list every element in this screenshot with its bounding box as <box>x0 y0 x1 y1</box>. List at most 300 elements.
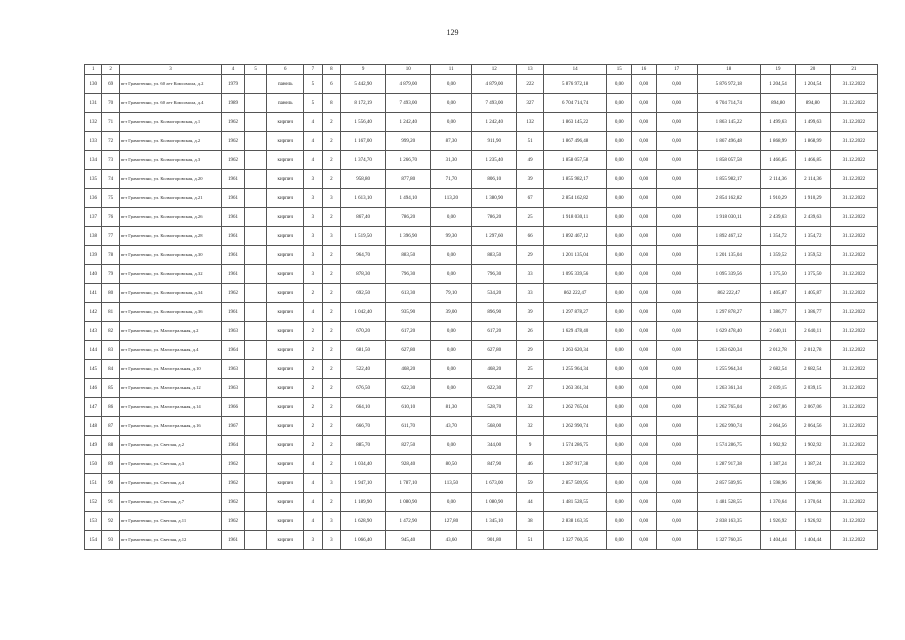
table-cell <box>244 284 267 303</box>
table-cell: 2 067,06 <box>795 398 830 417</box>
table-cell <box>244 531 267 550</box>
table-cell: 2 857 509,95 <box>543 474 607 493</box>
table-cell: 0,00 <box>656 455 697 474</box>
table-cell: 666,70 <box>341 417 386 436</box>
table-cell: 958,80 <box>341 170 386 189</box>
table-cell: 3 <box>304 246 322 265</box>
table-cell: 4 879,00 <box>472 75 517 94</box>
table-cell: 2 682,54 <box>795 360 830 379</box>
table-cell: 1 858 057,58 <box>697 151 761 170</box>
column-header: 19 <box>761 65 796 75</box>
table-cell: 610,10 <box>386 398 431 417</box>
table-cell: 0,00 <box>431 360 472 379</box>
table-cell <box>244 208 267 227</box>
table-cell: 877,80 <box>386 170 431 189</box>
table-cell: 3 <box>304 189 322 208</box>
table-cell: 0,00 <box>656 189 697 208</box>
table-cell: 31.12.2022 <box>830 227 877 246</box>
table-cell: 0,00 <box>632 151 657 170</box>
table-cell: 847,90 <box>472 455 517 474</box>
table-cell: 0,00 <box>656 170 697 189</box>
address-cell: пгт Грамотеино, ул. Магистральная, д.12 <box>119 379 221 398</box>
table-cell: 33 <box>517 265 544 284</box>
table-cell: 1 499,63 <box>795 113 830 132</box>
table-cell: 2 <box>322 132 340 151</box>
table-cell: 0,00 <box>431 94 472 113</box>
table-cell: 0,00 <box>632 436 657 455</box>
table-cell: кирпич <box>267 189 304 208</box>
table-cell: кирпич <box>267 303 304 322</box>
table-cell: 2 <box>322 417 340 436</box>
table-cell: 2 <box>322 436 340 455</box>
table-cell: 1 262 765,04 <box>697 398 761 417</box>
table-cell: 0,00 <box>656 436 697 455</box>
table-cell: 1963 <box>222 322 245 341</box>
column-header: 11 <box>431 65 472 75</box>
table-cell: 136 <box>85 189 102 208</box>
table-cell: 1 404,44 <box>761 531 796 550</box>
table-cell: 0,00 <box>656 493 697 512</box>
table-cell: 2 <box>322 208 340 227</box>
table-cell: 39 <box>517 170 544 189</box>
table-cell: 883,50 <box>386 246 431 265</box>
table-cell: 31.12.2022 <box>830 360 877 379</box>
table-cell <box>244 151 267 170</box>
table-cell: 1961 <box>222 246 245 265</box>
table-cell: 1 481 528,55 <box>543 493 607 512</box>
table-cell: 0,00 <box>607 531 632 550</box>
table-cell: 31.12.2022 <box>830 531 877 550</box>
table-cell: 1962 <box>222 455 245 474</box>
table-cell: 0,00 <box>656 284 697 303</box>
table-cell: 1989 <box>222 94 245 113</box>
table-cell: 1 095 339,56 <box>543 265 607 284</box>
table-cell: 1 613,10 <box>341 189 386 208</box>
table-cell: 0,00 <box>607 265 632 284</box>
table-cell: 1964 <box>222 341 245 360</box>
table-cell: 1 204,54 <box>795 75 830 94</box>
table-cell <box>244 75 267 94</box>
table-cell: 74 <box>102 170 119 189</box>
table-row <box>85 531 878 550</box>
table-cell: 0,00 <box>656 531 697 550</box>
table-cell: 127,80 <box>431 512 472 531</box>
table-cell: 0,00 <box>607 379 632 398</box>
table-cell: 2 <box>304 341 322 360</box>
table-cell: 26 <box>517 322 544 341</box>
table-cell: 1 918 030,11 <box>543 208 607 227</box>
table-cell: 1 262 990,74 <box>543 417 607 436</box>
table-cell: 2 012,78 <box>795 341 830 360</box>
table-cell: 1 499,63 <box>761 113 796 132</box>
table-cell: 1 574 286,75 <box>543 436 607 455</box>
table-cell: 617,20 <box>472 322 517 341</box>
table-cell: 2 <box>322 170 340 189</box>
table-cell: 0,00 <box>656 151 697 170</box>
table-cell: 945,40 <box>386 531 431 550</box>
table-cell: 1 863 145,22 <box>543 113 607 132</box>
table-cell: 92 <box>102 512 119 531</box>
table-cell: 75 <box>102 189 119 208</box>
table-cell: 1 189,90 <box>341 493 386 512</box>
table-cell <box>244 246 267 265</box>
table-cell: 2 064,56 <box>761 417 796 436</box>
table-cell: 7 493,00 <box>386 94 431 113</box>
table-cell: 4 879,00 <box>386 75 431 94</box>
table-cell: 0,00 <box>607 417 632 436</box>
table-cell: 154 <box>85 531 102 550</box>
table-cell: 31.12.2022 <box>830 151 877 170</box>
table-cell: 1 481 528,55 <box>697 493 761 512</box>
table-cell: 4 <box>304 113 322 132</box>
table-cell: 0,00 <box>607 341 632 360</box>
table-cell: 2 854 162,82 <box>543 189 607 208</box>
table-cell: 1 287 917,38 <box>543 455 607 474</box>
table-cell: 2 838 163,35 <box>543 512 607 531</box>
table-cell: 1 167,00 <box>341 132 386 151</box>
table-cell: 38 <box>517 512 544 531</box>
table-cell: 0,00 <box>607 132 632 151</box>
table-cell: 0,00 <box>632 531 657 550</box>
table-cell: 0,00 <box>607 474 632 493</box>
address-cell: пгт Грамотеино, ул. Колмогоровская, д.32 <box>119 265 221 284</box>
table-cell: 31.12.2022 <box>830 75 877 94</box>
table-row <box>85 512 878 531</box>
table-cell: 0,00 <box>607 322 632 341</box>
table-cell: 0,00 <box>632 189 657 208</box>
table-cell: 896,90 <box>472 303 517 322</box>
table-cell: 2 039,15 <box>795 379 830 398</box>
table-cell: 29 <box>517 246 544 265</box>
table-cell: 1 345,10 <box>472 512 517 531</box>
table-cell: 1962 <box>222 284 245 303</box>
table-cell: 150 <box>85 455 102 474</box>
table-cell: 670,20 <box>341 322 386 341</box>
table-cell: панель <box>267 94 304 113</box>
table-cell: 867,40 <box>341 208 386 227</box>
address-cell: пгт Грамотеино, ул. Магистральная, д.4 <box>119 341 221 360</box>
address-cell: пгт Грамотеино, ул. Колмогоровская, д.1 <box>119 113 221 132</box>
table-cell: 83 <box>102 341 119 360</box>
table-cell: 534,20 <box>472 284 517 303</box>
table-cell: 66 <box>517 227 544 246</box>
table-cell: 613,30 <box>386 284 431 303</box>
table-cell: 73 <box>102 151 119 170</box>
table-cell: 0,00 <box>607 284 632 303</box>
table-cell: 31.12.2022 <box>830 189 877 208</box>
table-cell: 143 <box>85 322 102 341</box>
table-cell <box>244 360 267 379</box>
table-cell: 87 <box>102 417 119 436</box>
address-cell: пгт Грамотеино, ул. Магистральная, д.14 <box>119 398 221 417</box>
table-cell: 0,00 <box>431 341 472 360</box>
table-cell: 31.12.2022 <box>830 379 877 398</box>
table-cell: 2 854 162,82 <box>697 189 761 208</box>
table-cell: 1 629 478,40 <box>543 322 607 341</box>
table-cell: 1 266,70 <box>386 151 431 170</box>
table-cell: 964,70 <box>341 246 386 265</box>
table-cell <box>244 132 267 151</box>
table-cell: 2 857 509,95 <box>697 474 761 493</box>
table-cell: 0,00 <box>431 208 472 227</box>
table-cell <box>244 493 267 512</box>
table-cell: 1 387,24 <box>795 455 830 474</box>
table-cell: 2 064,56 <box>795 417 830 436</box>
table-row <box>85 493 878 512</box>
table-row <box>85 113 878 132</box>
table-cell: 2 682,54 <box>761 360 796 379</box>
table-cell: 0,00 <box>656 132 697 151</box>
address-cell: пгт Грамотеино, ул. Светлая, д.3 <box>119 455 221 474</box>
table-cell: 1 287 917,38 <box>697 455 761 474</box>
table-cell: 1 868,99 <box>795 132 830 151</box>
column-header: 21 <box>830 65 877 75</box>
table-cell: 130 <box>85 75 102 94</box>
table-cell: 468,20 <box>472 360 517 379</box>
table-row <box>85 246 878 265</box>
table-cell: 862 222,47 <box>543 284 607 303</box>
table-cell: 1 066,40 <box>341 531 386 550</box>
table-cell: 31.12.2022 <box>830 417 877 436</box>
table-cell: 622,30 <box>472 379 517 398</box>
table-cell: 2 439,63 <box>795 208 830 227</box>
table-cell: 7 493,00 <box>472 94 517 113</box>
table-cell: 2 039,15 <box>761 379 796 398</box>
table-cell: 78 <box>102 246 119 265</box>
table-cell: 8 <box>322 94 340 113</box>
table-cell: 0,00 <box>632 398 657 417</box>
address-cell: пгт Грамотеино, ул. Светлая, д.2 <box>119 436 221 455</box>
table-cell: 0,00 <box>431 379 472 398</box>
table-cell: 1 386,77 <box>795 303 830 322</box>
table-cell: 0,00 <box>431 436 472 455</box>
table-cell: 8 172,19 <box>341 94 386 113</box>
table-cell: 87,30 <box>431 132 472 151</box>
table-cell: 894,80 <box>761 94 796 113</box>
table-row <box>85 360 878 379</box>
column-header: 6 <box>267 65 304 75</box>
table-cell: 5 <box>304 75 322 94</box>
table-cell: 2 <box>304 360 322 379</box>
table-cell: 152 <box>85 493 102 512</box>
table-cell: 2 <box>322 303 340 322</box>
table-cell: 627,80 <box>386 341 431 360</box>
table-cell: 148 <box>85 417 102 436</box>
table-cell: 132 <box>517 113 544 132</box>
table-cell: 3 <box>322 474 340 493</box>
table-cell: 0,00 <box>632 113 657 132</box>
table-cell: 93 <box>102 531 119 550</box>
table-cell: 1 359,52 <box>761 246 796 265</box>
column-header: 20 <box>795 65 830 75</box>
table-cell: 91 <box>102 493 119 512</box>
address-cell: пгт Грамотеино, ул. Магистральная, д.2 <box>119 322 221 341</box>
table-row <box>85 170 878 189</box>
table-cell: 76 <box>102 208 119 227</box>
table-cell: 134 <box>85 151 102 170</box>
table-cell: 0,00 <box>632 132 657 151</box>
table-cell: 0,00 <box>632 227 657 246</box>
address-cell: пгт Грамотеино, ул. Светлая, д.12 <box>119 531 221 550</box>
table-cell: 31.12.2022 <box>830 322 877 341</box>
table-row <box>85 379 878 398</box>
table-cell: 2 <box>322 265 340 284</box>
table-cell: 1 263 620,34 <box>697 341 761 360</box>
table-cell: кирпич <box>267 322 304 341</box>
table-cell: 0,00 <box>656 379 697 398</box>
column-header: 14 <box>543 65 607 75</box>
table-cell: 1 519,50 <box>341 227 386 246</box>
table-cell: 327 <box>517 94 544 113</box>
table-cell: 1961 <box>222 208 245 227</box>
table-cell: 0,00 <box>431 322 472 341</box>
table-cell: кирпич <box>267 208 304 227</box>
table-cell: 113,20 <box>431 189 472 208</box>
table-cell: 79 <box>102 265 119 284</box>
table-cell: 0,00 <box>632 512 657 531</box>
table-cell: 627,80 <box>472 341 517 360</box>
table-row <box>85 284 878 303</box>
table-cell: 1 673,00 <box>472 474 517 493</box>
table-cell <box>244 474 267 493</box>
table-row <box>85 303 878 322</box>
table-cell <box>244 170 267 189</box>
table-cell: 1 374,70 <box>341 151 386 170</box>
table-cell: 5 <box>304 94 322 113</box>
address-cell: пгт Грамотеино, ул. Колмогоровская, д.21 <box>119 189 221 208</box>
table-row <box>85 75 878 94</box>
table-cell: 43,60 <box>431 531 472 550</box>
table-row <box>85 322 878 341</box>
table-cell: 1 370,64 <box>795 493 830 512</box>
address-cell: пгт Грамотеино, ул. Колмогоровская, д.3 <box>119 151 221 170</box>
table-cell: кирпич <box>267 227 304 246</box>
table-cell: 0,00 <box>431 75 472 94</box>
table-cell: 0,00 <box>607 170 632 189</box>
table-cell: 142 <box>85 303 102 322</box>
table-cell: 1961 <box>222 189 245 208</box>
table-cell: 0,00 <box>632 265 657 284</box>
table-cell: 1 034,40 <box>341 455 386 474</box>
table-cell: 617,20 <box>386 322 431 341</box>
table-cell: 1 262 765,04 <box>543 398 607 417</box>
table-cell: 85 <box>102 379 119 398</box>
table-cell <box>244 379 267 398</box>
table-cell: 88 <box>102 436 119 455</box>
table-cell: 0,00 <box>656 341 697 360</box>
table-cell: 4 <box>304 493 322 512</box>
table-cell: 1 042,40 <box>341 303 386 322</box>
table-cell: 0,00 <box>607 512 632 531</box>
table-cell: 1 201 135,04 <box>697 246 761 265</box>
table-cell: кирпич <box>267 417 304 436</box>
table-cell: кирпич <box>267 246 304 265</box>
table-cell <box>244 322 267 341</box>
table-cell: 1 405,87 <box>761 284 796 303</box>
address-cell: пгт Грамотеино, ул. Магистральная, д.16 <box>119 417 221 436</box>
table-cell: 0,00 <box>656 474 697 493</box>
table-row <box>85 455 878 474</box>
table-row <box>85 436 878 455</box>
table-cell: 31.12.2022 <box>830 436 877 455</box>
address-cell: пгт Грамотеино, ул. Светлая, д.11 <box>119 512 221 531</box>
table-cell: 1 327 760,35 <box>543 531 607 550</box>
table-cell: 786,20 <box>386 208 431 227</box>
table-cell: 1 404,44 <box>795 531 830 550</box>
table-cell: 1 354,72 <box>761 227 796 246</box>
table-cell: 901,80 <box>472 531 517 550</box>
table-cell: 1 080,90 <box>386 493 431 512</box>
table-cell: 32 <box>517 417 544 436</box>
table-cell: 1 926,92 <box>795 512 830 531</box>
table-cell: 145 <box>85 360 102 379</box>
table-cell: 0,00 <box>431 265 472 284</box>
table-cell: 31.12.2022 <box>830 512 877 531</box>
table-cell: 0,00 <box>656 417 697 436</box>
column-header: 13 <box>517 65 544 75</box>
table-cell: кирпич <box>267 151 304 170</box>
table-row <box>85 208 878 227</box>
table-cell: 1 892 467,12 <box>697 227 761 246</box>
table-cell: 1979 <box>222 75 245 94</box>
address-cell: пгт Грамотеино, ул. Колмогоровская, д.2 <box>119 132 221 151</box>
table-cell: 0,00 <box>656 246 697 265</box>
table-cell <box>244 436 267 455</box>
column-header: 17 <box>656 65 697 75</box>
table-cell: 1 297 878,27 <box>697 303 761 322</box>
table-cell: 1 863 145,22 <box>697 113 761 132</box>
table-cell: 664,10 <box>341 398 386 417</box>
header-row <box>85 65 878 75</box>
table-cell: 1 201 135,04 <box>543 246 607 265</box>
table-cell: кирпич <box>267 360 304 379</box>
table-cell: 9 <box>517 436 544 455</box>
column-header: 8 <box>322 65 340 75</box>
table-cell: 71 <box>102 113 119 132</box>
table-cell: 0,00 <box>656 322 697 341</box>
address-cell: пгт Грамотеино, ул. Колмогоровская, д.20 <box>119 170 221 189</box>
table-cell: 2 <box>322 455 340 474</box>
table-cell: 0,00 <box>607 227 632 246</box>
table-cell <box>244 265 267 284</box>
table-cell: 862 222,47 <box>697 284 761 303</box>
table-cell: 1 255 964,34 <box>543 360 607 379</box>
table-cell: 2 <box>304 417 322 436</box>
table-cell: 46 <box>517 455 544 474</box>
table-cell: кирпич <box>267 170 304 189</box>
table-cell: 1 297 878,27 <box>543 303 607 322</box>
table-cell: 0,00 <box>607 246 632 265</box>
table-cell: 681,50 <box>341 341 386 360</box>
table-cell: 3 <box>304 208 322 227</box>
table-cell: 31.12.2022 <box>830 113 877 132</box>
table-cell: 27 <box>517 379 544 398</box>
table-cell: 31.12.2022 <box>830 94 877 113</box>
table-cell: 0,00 <box>607 303 632 322</box>
table-cell: 2 <box>322 322 340 341</box>
table-cell: 1964 <box>222 436 245 455</box>
table-cell: кирпич <box>267 113 304 132</box>
table-cell: 1963 <box>222 360 245 379</box>
table-cell: 796,30 <box>386 265 431 284</box>
table-row <box>85 94 878 113</box>
table-cell: 1962 <box>222 512 245 531</box>
table-cell: 89 <box>102 455 119 474</box>
table-cell: 70 <box>102 94 119 113</box>
table-cell: 2 <box>322 379 340 398</box>
table-cell: 31.12.2022 <box>830 132 877 151</box>
table-cell: кирпич <box>267 398 304 417</box>
